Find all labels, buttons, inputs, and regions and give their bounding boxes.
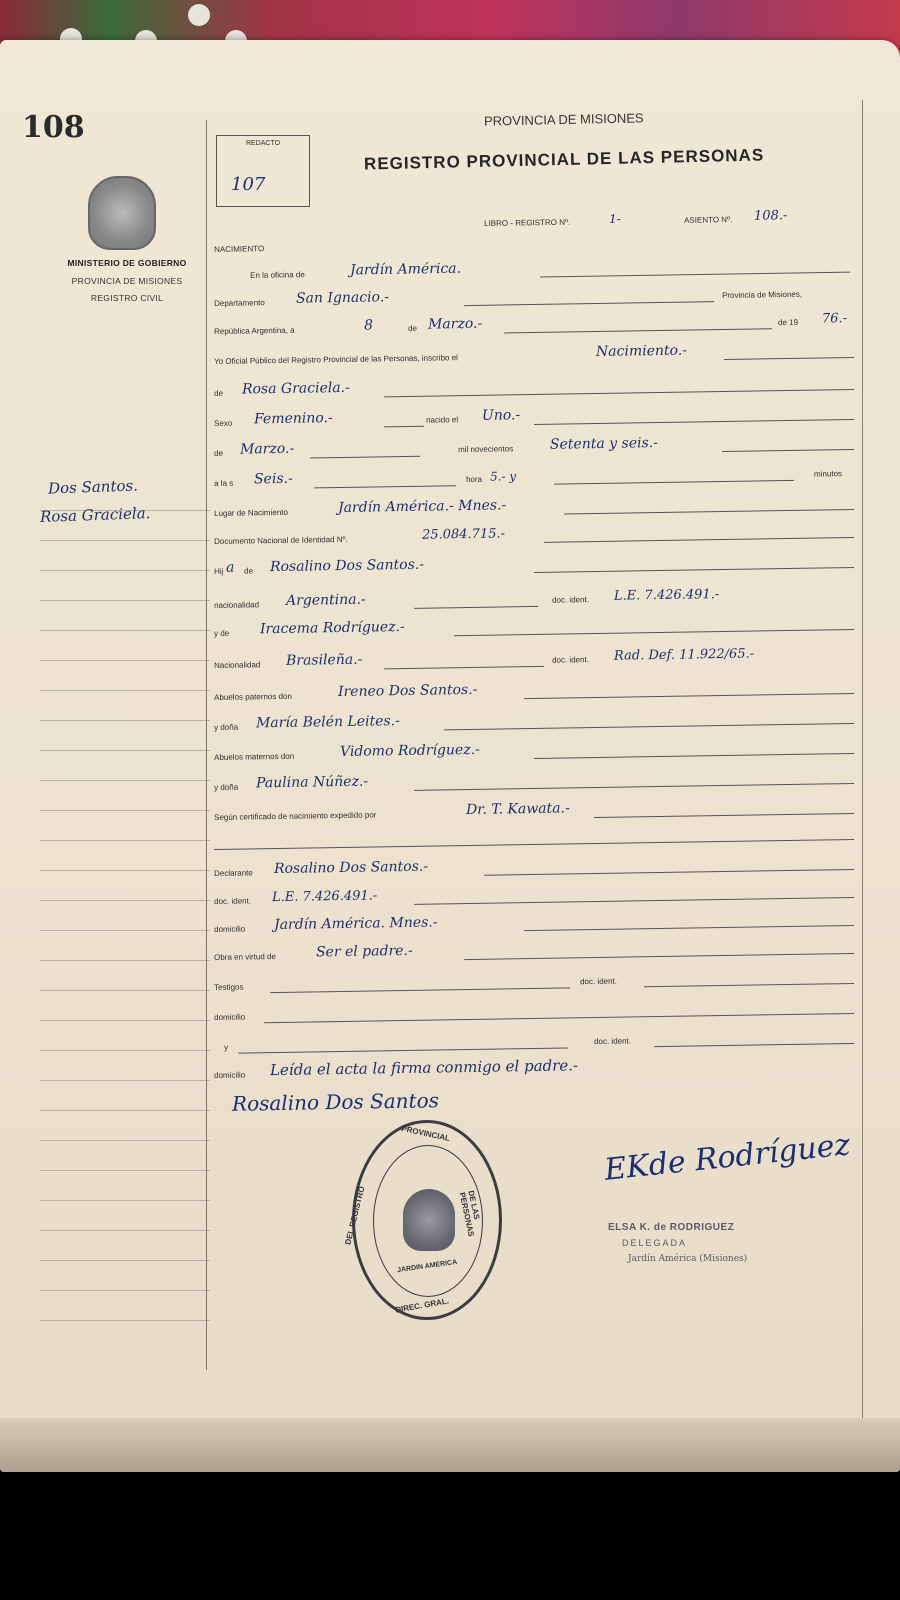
hijo-suffix: a — [225, 559, 235, 576]
stamp-ring-right: DE LAS PERSONAS — [457, 1189, 482, 1238]
republica-label: República Argentina, a — [214, 325, 295, 336]
ministry-name: MINISTERIO DE GOBIERNO — [67, 258, 187, 268]
day-value: 8 — [363, 317, 374, 334]
margin-rule — [40, 930, 210, 931]
dona2-label: y doña — [214, 782, 239, 792]
mil-value: Setenta y seis.- — [549, 435, 659, 453]
margin-rule — [40, 1050, 210, 1051]
nacido-value: Uno.- — [481, 407, 521, 424]
page-bottom-shadow — [0, 1418, 900, 1472]
margin-rule — [40, 720, 210, 721]
departamento-label: Departamento — [214, 298, 265, 308]
margin-rule — [40, 1200, 210, 1201]
yo-label: Yo Oficial Público del Registro Provincial de las Personas, inscribo el — [214, 353, 458, 366]
hora-value: Seis.- — [253, 470, 293, 488]
mil-label: mil novecientos — [457, 444, 514, 455]
province-heading: PROVINCIA DE MISIONES — [483, 110, 644, 129]
inscribo-value: Nacimiento.- — [595, 342, 688, 360]
stamp-ring-bottom: DIREC. GRAL. — [394, 1296, 450, 1315]
dni-value: 25.084.715.- — [421, 526, 506, 543]
nac2-value: Brasileña.- — [285, 651, 363, 669]
margin-rule — [40, 1020, 210, 1021]
margin-rule — [40, 1230, 210, 1231]
lugar-label: Lugar de Nacimiento — [214, 507, 288, 518]
dom3-value: Leída el acta la firma conmigo el padre.- — [269, 1056, 579, 1080]
departamento-value: San Ignacio.- — [295, 289, 390, 307]
ministry-registry: REGISTRO CIVIL — [90, 293, 164, 303]
alas-label: a la s — [214, 478, 234, 488]
asiento-value: 108.- — [753, 208, 788, 224]
margin-rule — [40, 1260, 210, 1261]
decl-label: Declarante — [214, 868, 253, 878]
margin-rule — [40, 780, 210, 781]
margin-rule — [40, 870, 210, 871]
decl-doc-value: L.E. 7.426.491.- — [271, 888, 378, 906]
cert-label: Según certificado de nacimiento expedido por — [214, 810, 377, 822]
cert-value: Dr. T. Kawata.- — [465, 800, 570, 819]
libro-value: 1- — [608, 211, 621, 227]
name-value: Rosa Graciela.- — [241, 379, 350, 398]
fabric-dot — [188, 4, 210, 26]
official-signature: EKde Rodríguez — [602, 1127, 852, 1188]
nac1-label: nacionalidad — [214, 600, 260, 610]
official-place: Jardín América (Misiones) — [628, 1254, 748, 1264]
registry-title: REGISTRO PROVINCIAL DE LAS PERSONAS — [363, 145, 765, 174]
right-border — [862, 100, 863, 1430]
coat-of-arms-icon — [403, 1189, 455, 1251]
month2-value: Marzo.- — [239, 440, 295, 458]
margin-rule — [40, 660, 210, 661]
margin-rule — [40, 690, 210, 691]
de-label: de — [407, 323, 418, 333]
madre-value: Iracema Rodríguez.- — [259, 619, 405, 638]
redacto-box — [216, 135, 310, 207]
oficina-label: En la oficina de — [250, 270, 305, 280]
obra-value: Ser el padre.- — [315, 942, 413, 961]
margin-rule — [40, 1320, 210, 1321]
asiento-label: ASIENTO Nº. — [683, 215, 733, 225]
section-row — [214, 230, 334, 256]
sexo-label: Sexo — [214, 418, 233, 428]
nac2-label: Nacionalidad — [214, 660, 261, 670]
margin-rule — [40, 570, 210, 571]
y-label: y — [224, 1042, 229, 1052]
libro-label: LIBRO - REGISTRO Nº. — [484, 217, 571, 228]
sexo-value: Femenino.- — [253, 410, 333, 428]
obra-label: Obra en virtud de — [214, 952, 276, 962]
margin-rule — [40, 1110, 210, 1111]
doc1-value: L.E. 7.426.491.- — [613, 587, 720, 604]
redacto-value: 107 — [231, 174, 266, 195]
doc1-label: doc. ident. — [551, 595, 590, 605]
margin-rule — [40, 630, 210, 631]
y-doc-label: doc. ident. — [593, 1036, 632, 1047]
decl-value: Rosalino Dos Santos.- — [273, 858, 429, 878]
nac1-value: Argentina.- — [285, 591, 366, 609]
dom-label: domicilio — [214, 924, 246, 934]
abp-label: Abuelos paternos don — [214, 691, 292, 702]
page-number: 108 — [22, 110, 85, 145]
month-value: Marzo.- — [427, 315, 483, 333]
margin-rule — [40, 810, 210, 811]
nacido-label: nacido el — [425, 415, 459, 425]
margin-rule — [40, 1080, 210, 1081]
stamp-center-text: JARDIN AMERICA — [396, 1258, 458, 1275]
ministry-province: PROVINCIA DE MISIONES — [71, 276, 183, 286]
dom2-label: domicilio — [214, 1012, 246, 1022]
provincia-suffix: Provincia de Misiones, — [721, 289, 803, 301]
doc2-label: doc. ident. — [551, 655, 590, 665]
minutos-label: minutos — [813, 469, 843, 479]
abp-value: Ireneo Dos Santos.- — [337, 681, 478, 701]
official-stamp — [343, 1120, 502, 1320]
de2-label: de — [214, 388, 224, 398]
abm-label: Abuelos maternos don — [214, 751, 295, 762]
official-name: ELSA K. de RODRIGUEZ — [608, 1222, 735, 1233]
stamp-ring-top: PROVINCIAL — [400, 1123, 451, 1144]
margin-rule — [40, 1290, 210, 1291]
margin-divider — [206, 120, 207, 1370]
hijo-label: Hij — [214, 566, 224, 576]
hora-label: hora — [465, 474, 483, 485]
margin-note-surname: Dos Santos. — [47, 476, 139, 498]
margin-rule — [40, 840, 210, 841]
declarant-signature: Rosalino Dos Santos — [231, 1088, 440, 1116]
margin-rule — [40, 900, 210, 901]
de3-label: de — [214, 448, 224, 458]
hijo-de-label: de — [244, 566, 254, 576]
redacto-label: REDACTO — [245, 140, 281, 147]
margin-rule — [40, 990, 210, 991]
testigos-doc-label: doc. ident. — [579, 976, 618, 987]
margin-rule — [40, 540, 210, 541]
dom3-label: domicilio — [214, 1070, 246, 1080]
margin-rule — [40, 750, 210, 751]
margin-rule — [40, 600, 210, 601]
lugar-value: Jardín América.- Mnes.- — [337, 497, 507, 517]
dom-value: Jardín América. Mnes.- — [273, 914, 438, 934]
dona1-value: María Belén Leites.- — [255, 713, 400, 732]
dona2-value: Paulina Núñez.- — [255, 773, 369, 792]
testigos-label: Testigos — [214, 982, 244, 992]
coat-of-arms-icon — [88, 176, 156, 250]
doc2-value: Rad. Def. 11.922/65.- — [613, 646, 755, 664]
oficina-value: Jardín América. — [349, 260, 462, 279]
official-title: DELEGADA — [622, 1238, 688, 1248]
margin-note-given-name: Rosa Graciela. — [39, 504, 151, 526]
margin-rule — [40, 960, 210, 961]
hora2-value: 5.- y — [489, 469, 517, 484]
margin-rule — [40, 1170, 210, 1171]
dona1-label: y doña — [214, 722, 239, 732]
year-prefix: de 19 — [777, 317, 799, 328]
decl-doc-label: doc. ident. — [214, 896, 252, 906]
year-value: 76.- — [821, 311, 848, 327]
section-label: NACIMIENTO — [214, 244, 265, 254]
margin-rule — [40, 1140, 210, 1141]
padre-value: Rosalino Dos Santos.- — [269, 556, 425, 576]
abm-value: Vidomo Rodríguez.- — [339, 741, 480, 761]
dni-label: Documento Nacional de Identidad Nº. — [214, 534, 348, 546]
stamp-ring-left: DEL REGISTRO — [343, 1185, 367, 1246]
yde-label: y de — [214, 628, 230, 638]
